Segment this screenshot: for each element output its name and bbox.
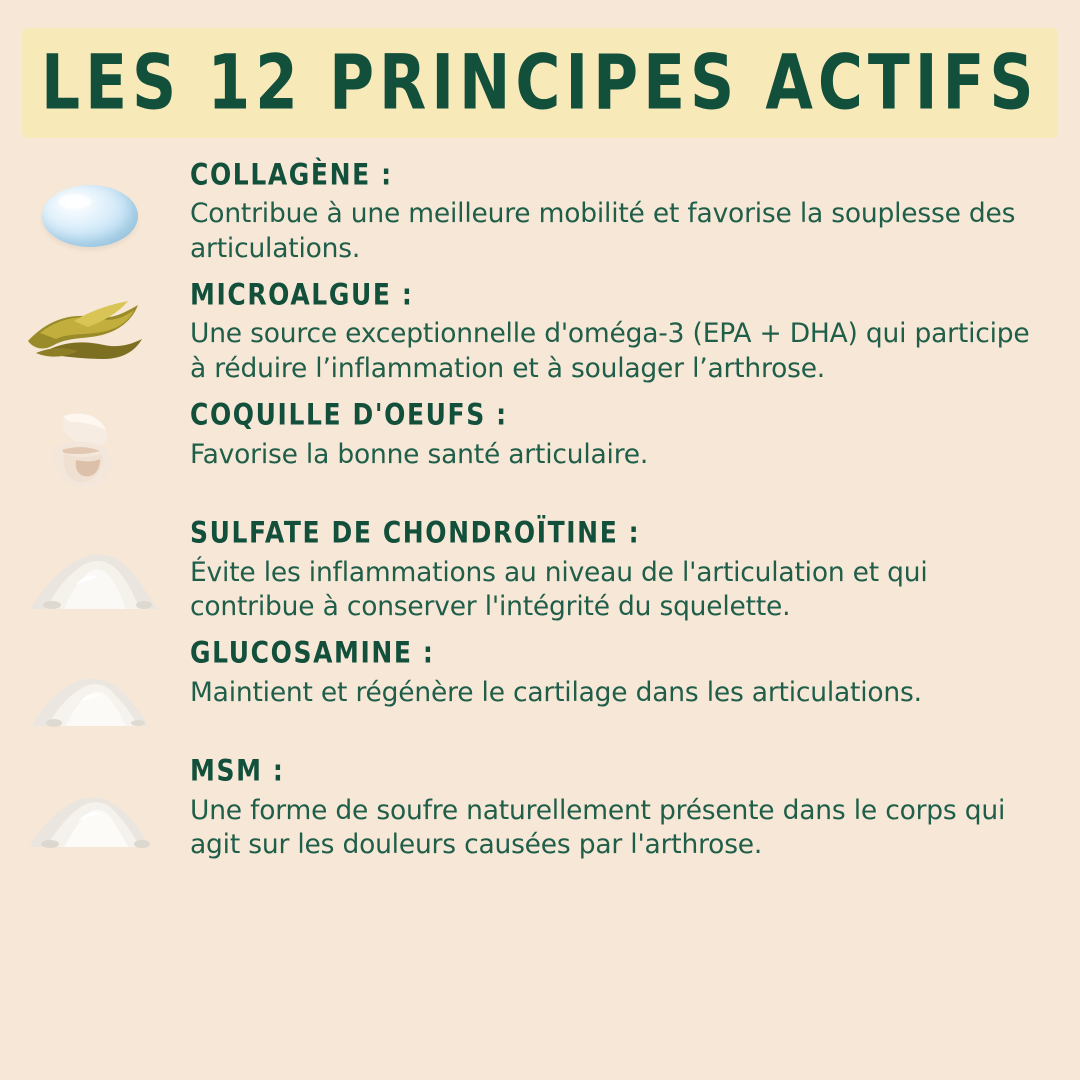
blue-capsule-icon bbox=[20, 163, 170, 263]
list-item bbox=[0, 157, 1080, 266]
ingredient-list bbox=[0, 157, 1080, 877]
ingredient-thumbnail bbox=[0, 759, 190, 859]
eggshell-icon-svg bbox=[20, 402, 170, 502]
ingredient-description: Maintient et régénère le cartilage dans les articulations. bbox=[190, 676, 922, 708]
ingredient-name: MICROALGUE : bbox=[190, 277, 414, 312]
ingredient-name: COQUILLE D'OEUFS : bbox=[190, 397, 508, 432]
ingredient-description: Contribue à une meilleure mobilité et favorise la souplesse des articulations. bbox=[190, 198, 1016, 264]
page-title: LES 12 PRINCIPES ACTIFS bbox=[41, 37, 1039, 127]
seaweed-icon bbox=[20, 283, 170, 383]
seaweed-icon-svg bbox=[20, 283, 170, 383]
white-powder-icon-svg bbox=[20, 640, 170, 740]
list-item bbox=[0, 277, 1080, 386]
white-powder-icon-svg bbox=[20, 759, 170, 859]
ingredient-thumbnail bbox=[0, 163, 190, 263]
ingredient-description: Une forme de soufre naturellement présente dans le corps qui agit sur les douleurs causées par l'arthrose. bbox=[190, 794, 1006, 861]
white-powder-icon bbox=[20, 521, 170, 621]
white-powder-icon bbox=[20, 759, 170, 859]
eggshell-icon bbox=[20, 402, 170, 502]
ingredient-thumbnail bbox=[0, 402, 190, 502]
list-item bbox=[0, 753, 1080, 862]
ingredient-thumbnail bbox=[0, 640, 190, 740]
ingredient-description: Évite les inflammations au niveau de l'articulation et qui contribue à conserver l'intégrité du squelette. bbox=[190, 556, 928, 622]
ingredient-name: COLLAGÈNE : bbox=[190, 157, 393, 192]
ingredient-description: Favorise la bonne santé articulaire. bbox=[190, 438, 649, 470]
title-banner bbox=[22, 28, 1058, 138]
list-item bbox=[0, 515, 1080, 624]
ingredient-thumbnail bbox=[0, 283, 190, 383]
white-powder-icon bbox=[20, 640, 170, 740]
white-powder-icon-svg bbox=[20, 521, 170, 621]
ingredient-description: Une source exceptionnelle d'oméga-3 (EPA + DHA) qui participe à réduire l’inflammation et à soulager l’arthrose. bbox=[190, 318, 1030, 384]
ingredient-thumbnail bbox=[0, 521, 190, 621]
list-item bbox=[0, 397, 1080, 504]
ingredient-name: SULFATE DE CHONDROÏTINE : bbox=[190, 515, 641, 550]
list-item bbox=[0, 635, 1080, 742]
ingredient-name: GLUCOSAMINE : bbox=[190, 635, 435, 670]
ingredient-name: MSM : bbox=[190, 753, 285, 788]
